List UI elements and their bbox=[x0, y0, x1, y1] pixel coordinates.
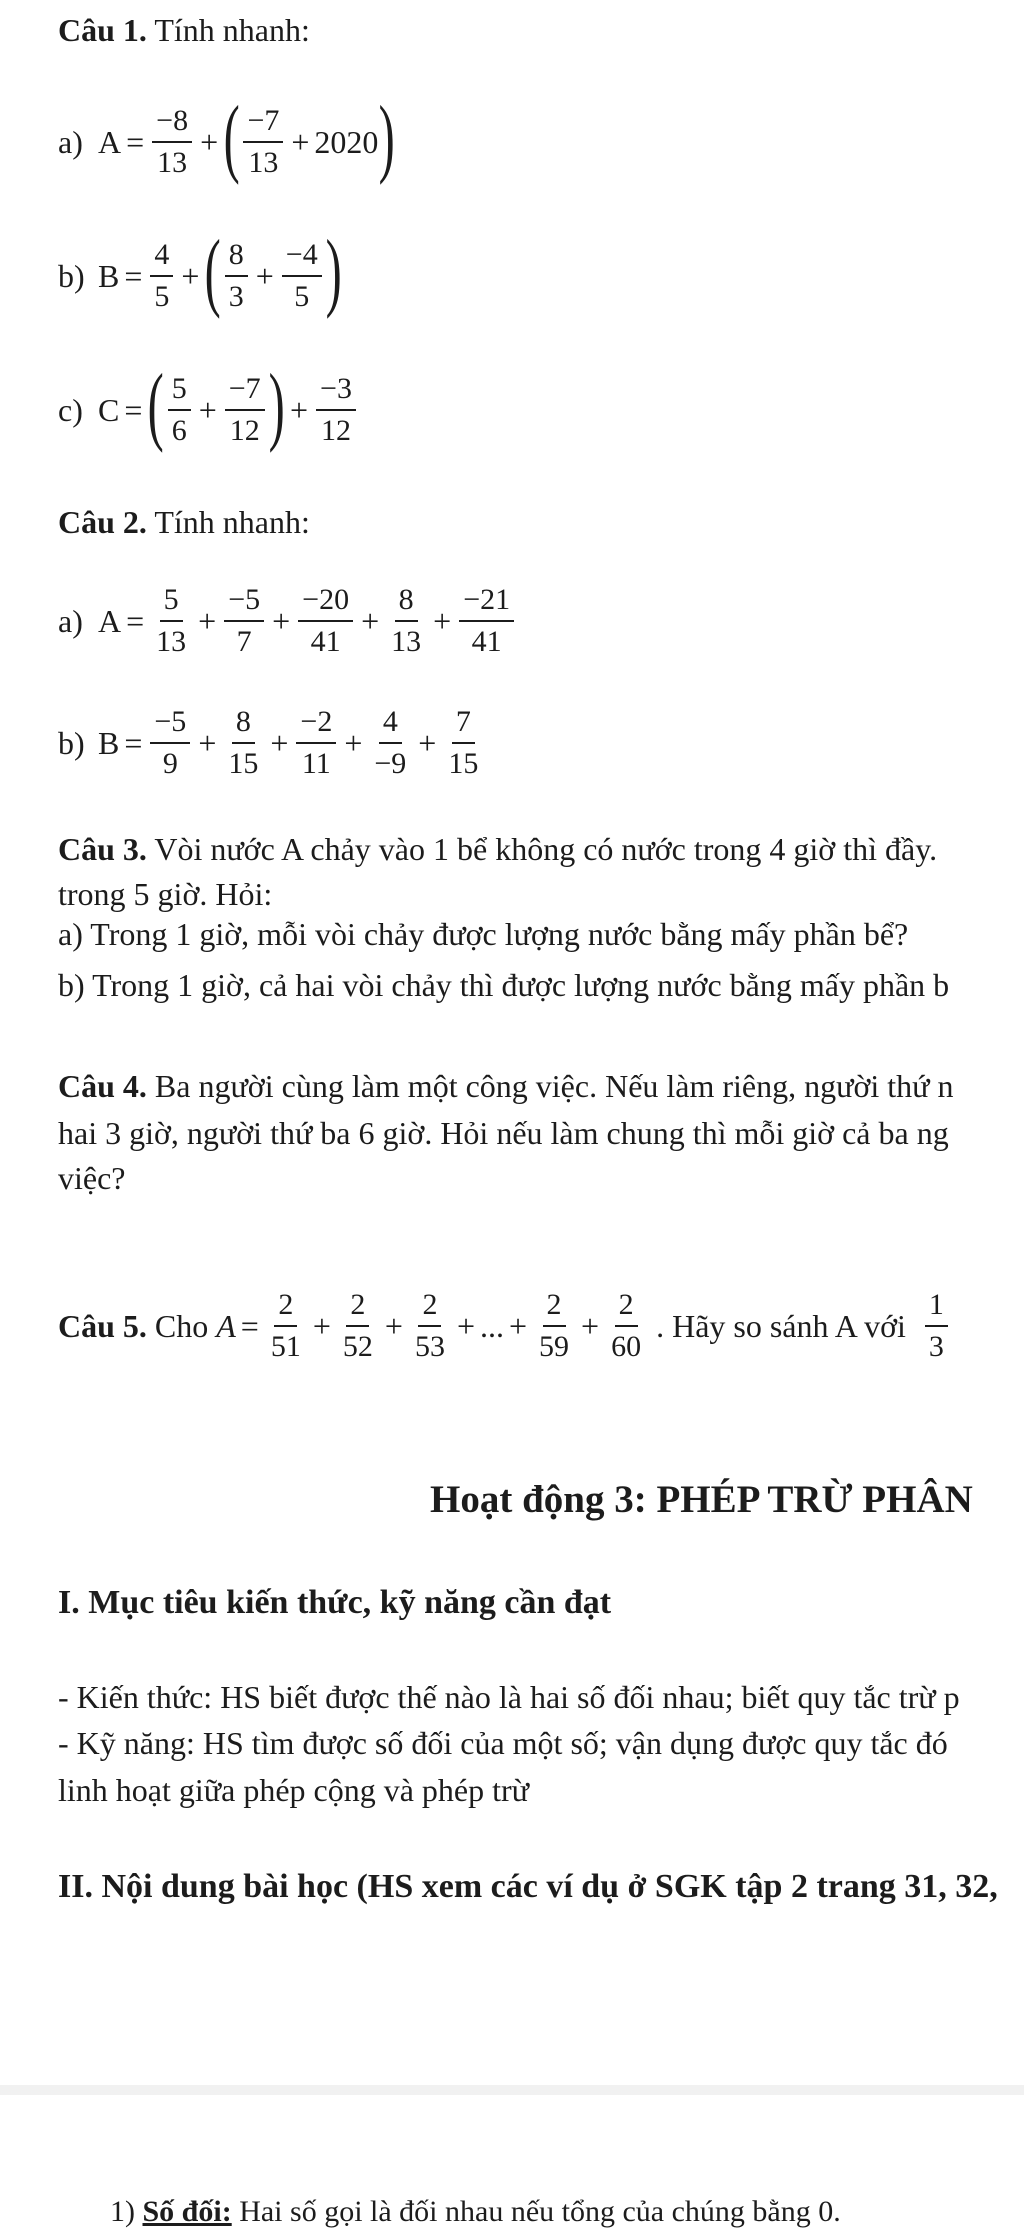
fraction: $\frac{8}{3}$ bbox=[225, 238, 248, 314]
q4-line1 bbox=[58, 1066, 954, 1106]
q1-a-label: a) bbox=[58, 124, 83, 160]
knowledge-line: - Kiến thức: HS biết được thế nào là hai số đối nhau; biết quy tắc trừ p bbox=[58, 1679, 960, 1715]
q4-line2: hai 3 giờ, người thứ ba 6 giờ. Hỏi nếu làm chung thì mỗi giờ cả ba ng bbox=[58, 1115, 949, 1151]
q1-b: b) B = $\frac{4}{5}$ + ( $\frac{8}{3}$ + $\frac{-4}{5}$ ) bbox=[58, 223, 342, 320]
q2-task: Tính nhanh: bbox=[154, 504, 310, 540]
q1-b-label: b) bbox=[58, 258, 85, 294]
fraction: $\frac{2}{51}$ bbox=[270, 1288, 301, 1363]
q5-compare: . Hãy so sánh A với bbox=[656, 1308, 906, 1344]
q5-title: Câu 5. bbox=[58, 1308, 147, 1344]
fraction: $\frac{2}{52}$ bbox=[342, 1288, 373, 1363]
fraction: $\frac{4}{5}$ bbox=[150, 238, 173, 314]
q2-b-label: b) bbox=[58, 725, 85, 761]
q4-title: Câu 4. bbox=[58, 1068, 147, 1104]
q2-title: Câu 2. bbox=[58, 504, 147, 540]
definition-item bbox=[110, 2192, 841, 2232]
fraction: $\frac{7}{15}$ bbox=[448, 705, 479, 780]
q1-heading bbox=[58, 10, 310, 50]
q1-c: c) C = ( $\frac{5}{6}$ + $\frac{-7}{12}$ ) + $\frac{-3}{12}$ bbox=[58, 366, 359, 454]
q2-b: b) B = $\frac{-5}{9}$ + $\frac{8}{15}$ + $\frac{-2}{11}$ + $\frac{4}{-9}$ + $\frac{7}{15}$ bbox=[58, 705, 485, 781]
q1-a-var: A bbox=[98, 124, 122, 160]
fraction: $\frac{-7}{12}$ bbox=[225, 372, 265, 448]
q3-line2: trong 5 giờ. Hỏi: bbox=[58, 876, 273, 912]
fraction: $\frac{8}{15}$ bbox=[228, 705, 259, 780]
q2-a: a) A = $\frac{5}{13}$ + $\frac{-5}{7}$ + $\frac{-20}{41}$ + $\frac{8}{13}$ + $\frac{-21}{41}$ bbox=[58, 583, 517, 659]
fraction: $\frac{5}{13}$ bbox=[156, 583, 187, 658]
q5-cho: Cho bbox=[154, 1308, 209, 1344]
fraction: $\frac{-7}{13}$ bbox=[243, 104, 283, 180]
q2-b-var: B bbox=[98, 725, 120, 761]
fraction: $\frac{2}{60}$ bbox=[611, 1288, 642, 1363]
q3-a: a) Trong 1 giờ, mỗi vòi chảy được lượng nước bằng mấy phần bể? bbox=[58, 916, 909, 952]
section-1-title: I. Mục tiêu kiến thức, kỹ năng cần đạt bbox=[58, 1584, 612, 1621]
q3-title: Câu 3. bbox=[58, 831, 147, 867]
q2-a-label: a) bbox=[58, 603, 83, 639]
q1-title: Câu 1. bbox=[58, 12, 147, 48]
activity-heading: Hoạt động 3: PHÉP TRỪ PHÂN bbox=[430, 1478, 973, 1521]
fraction: $\frac{-4}{5}$ bbox=[282, 238, 322, 314]
q1-c-var: C bbox=[98, 392, 120, 428]
q4-line3: việc? bbox=[58, 1160, 126, 1196]
q4-text: Ba người cùng làm một công việc. Nếu làm riêng, người thứ n bbox=[154, 1068, 954, 1104]
fraction: $\frac{5}{6}$ bbox=[168, 372, 191, 448]
fraction: $\frac{-5}{7}$ bbox=[224, 583, 264, 659]
q1-a-number: 2020 bbox=[314, 124, 379, 160]
fraction: $\frac{-20}{41}$ bbox=[298, 583, 353, 659]
q1-task: Tính nhanh: bbox=[154, 12, 310, 48]
fraction: $\frac{1}{3}$ bbox=[925, 1288, 948, 1364]
fraction: $\frac{-2}{11}$ bbox=[296, 705, 336, 781]
fraction: $\frac{-21}{41}$ bbox=[459, 583, 514, 659]
skill-line: - Kỹ năng: HS tìm được số đối của một số; vận dụng được quy tắc đó bbox=[58, 1725, 948, 1761]
q5: Câu 5. Cho A = $\frac{2}{51}$ + $\frac{2}{52}$ + $\frac{2}{53}$ + ... + $\frac{2}{59}$ + $\frac{2}{60}$ . Hãy so sánh A với $\frac{1}{3}$ bbox=[58, 1288, 951, 1364]
item-term: Số đối: bbox=[142, 2195, 232, 2228]
q1-b-var: B bbox=[98, 258, 120, 294]
q3-text: Vòi nước A chảy vào 1 bể không có nước trong 4 giờ thì đầy. bbox=[154, 831, 938, 867]
q5-var: A bbox=[216, 1308, 236, 1344]
fraction: $\frac{2}{53}$ bbox=[414, 1288, 445, 1363]
q1-a: a) A = $\frac{-8}{13}$ + ( $\frac{-7}{13}$ + 2020 ) bbox=[58, 89, 396, 186]
q3-line1 bbox=[58, 829, 937, 869]
skill-line-2: linh hoạt giữa phép cộng và phép trừ bbox=[58, 1772, 530, 1808]
item-text: Hai số gọi là đối nhau nếu tổng của chúng bằng 0. bbox=[239, 2195, 841, 2228]
fraction: $\frac{-5}{9}$ bbox=[150, 705, 190, 781]
q3-b: b) Trong 1 giờ, cả hai vòi chảy thì được lượng nước bằng mấy phần b bbox=[58, 967, 950, 1003]
q2-heading bbox=[58, 502, 310, 542]
fraction: $\frac{-3}{12}$ bbox=[316, 372, 356, 448]
item-number: 1) bbox=[110, 2195, 135, 2228]
fraction: $\frac{8}{13}$ bbox=[391, 583, 422, 658]
fraction: $\frac{2}{59}$ bbox=[539, 1288, 570, 1363]
page-divider bbox=[0, 2085, 1024, 2095]
fraction: $\frac{-8}{13}$ bbox=[152, 104, 192, 180]
q2-a-var: A bbox=[98, 603, 122, 639]
section-2-title: II. Nội dung bài học (HS xem các ví dụ ở SGK tập 2 trang 31, 32, bbox=[58, 1868, 998, 1905]
fraction: $\frac{4}{-9}$ bbox=[374, 705, 407, 780]
ellipsis: ... bbox=[479, 1308, 504, 1344]
q1-c-label: c) bbox=[58, 392, 83, 428]
